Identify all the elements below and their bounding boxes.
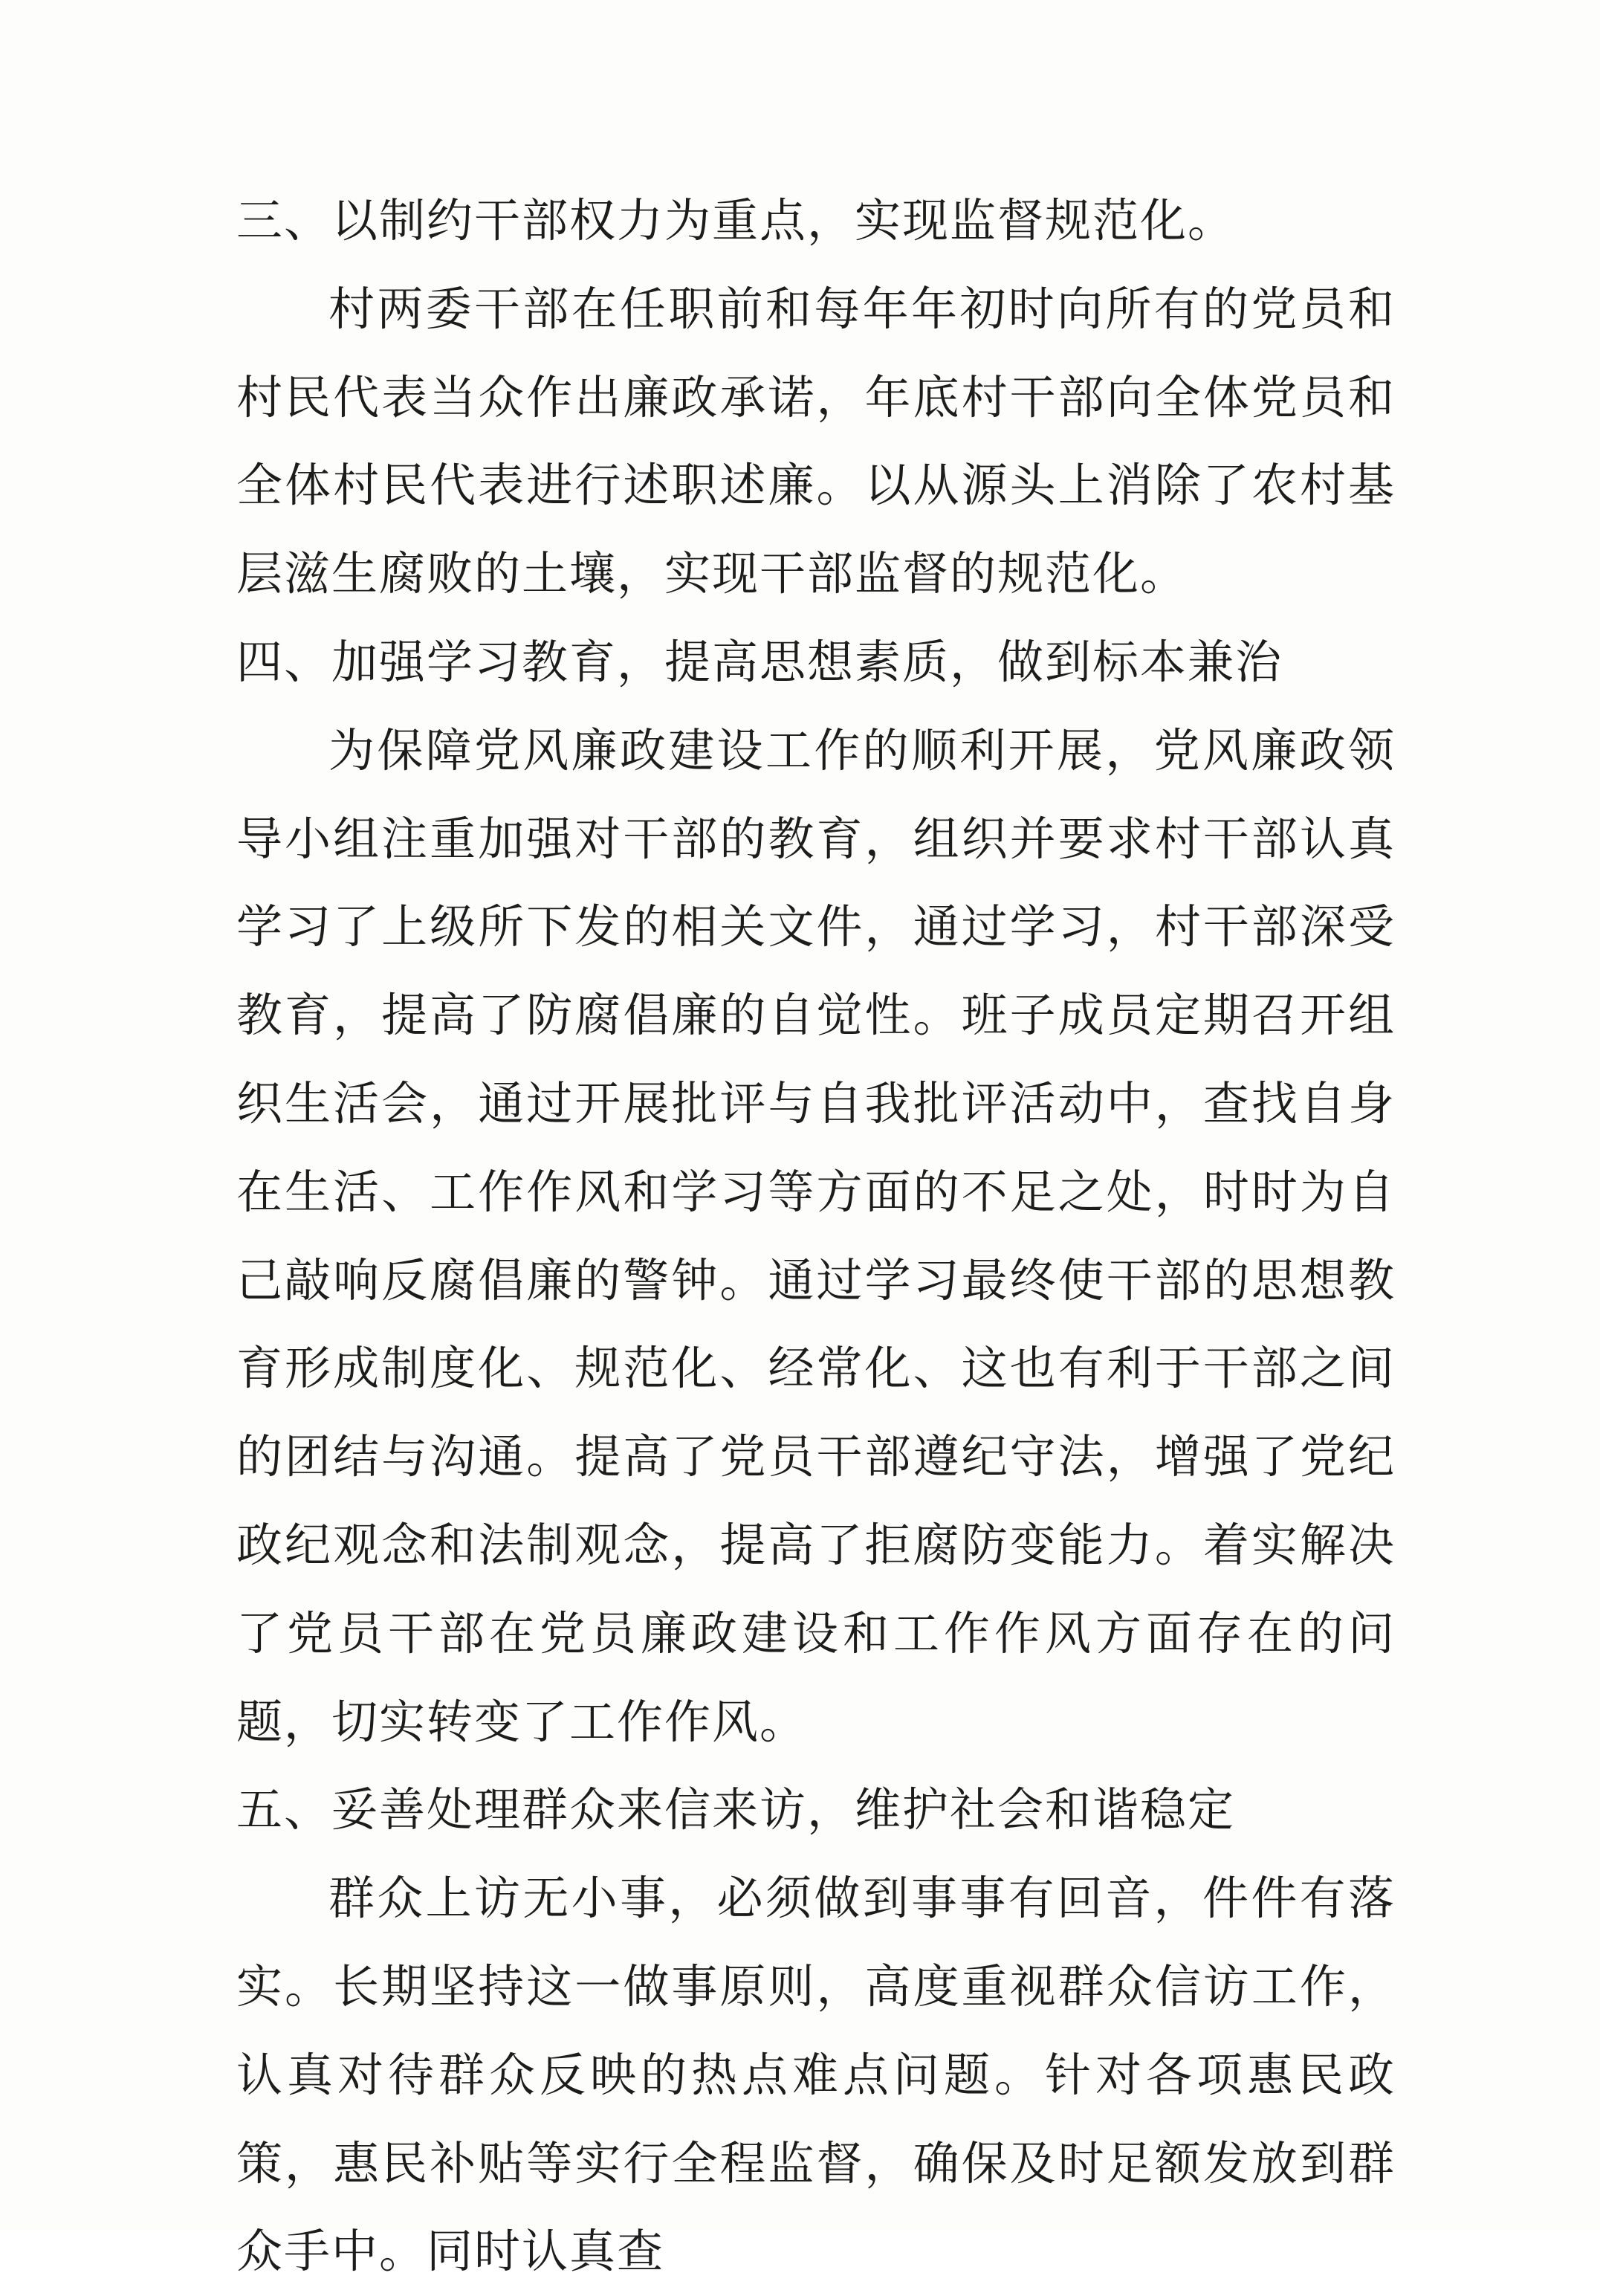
document-body: [236, 177, 1396, 2296]
section-paragraph: 村两委干部在任职前和每年年初时向所有的党员和村民代表当众作出廉政承诺，年底村干部向全体党员和全体村民代表进行述职述廉。以从源头上消除了农村基层滋生腐败的土壤，实现干部监督的规范化。: [236, 281, 1396, 601]
section-heading: 四、加强学习教育，提高思想素质，做到标本兼治: [236, 634, 1283, 689]
section-heading: 三、以制约干部权力为重点，实现监督规范化。: [236, 193, 1236, 248]
section-paragraph: 为保障党风廉政建设工作的顺利开展，党风廉政领导小组注重加强对干部的教育，组织并要求村干部认真学习了上级所下发的相关文件，通过学习，村干部深受教育，提高了防腐倡廉的自觉性。班子成员定期召开组织生活会，通过开展批评与自我批评活动中，查找自身在生活、工作作风和学习等方面的不足之处，时时为自己敲响反腐倡廉的警钟。通过学习最终使干部的思想教育形成制度化、规范化、经常化、这也有利于干部之间的团结与沟通。提高了党员干部遵纪守法，增强了党纪政纪观念和法制观念，提高了拒腐防变能力。着实解决了党员干部在党员廉政建设和工作作风方面存在的问题，切实转变了工作作风。: [236, 722, 1396, 1749]
section-heading: 五、妥善处理群众来信来访，维护社会和谐稳定: [236, 1782, 1236, 1837]
section-paragraph: 群众上访无小事，必须做到事事有回音，件件有落实。长期坚持这一做事原则，高度重视群众信访工作，认真对待群众反映的热点难点问题。针对各项惠民政策，惠民补贴等实行全程监督，确保及时足额发放到群众手中。同时认真查: [236, 1871, 1396, 2279]
